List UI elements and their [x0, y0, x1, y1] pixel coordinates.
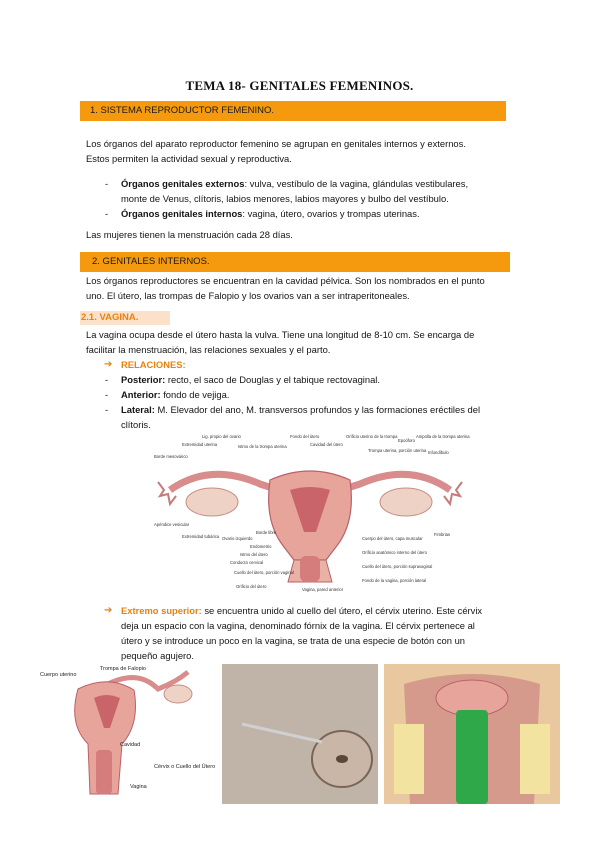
label-epooforo: Epoóforo	[398, 438, 415, 443]
label-ampolla: Ampolla de la trompa uterina	[416, 434, 470, 439]
label-vagina-pared: Vagina, pared anterior	[302, 587, 344, 592]
bullet-dash: -	[105, 208, 109, 219]
bullet-dash: -	[105, 374, 109, 385]
lateral-line-2: clítoris.	[121, 419, 151, 430]
label-fimbrias: Fimbrias	[434, 532, 451, 537]
label-conducto-cervical: Conducto cervical	[230, 560, 264, 565]
anterior-item	[121, 387, 229, 402]
internos-text: : vagina, útero, ovarios y trompas uterinas.	[242, 208, 420, 219]
arrow-right-icon: ➔	[104, 359, 113, 370]
label-extremidad-tubarica: Extremidad tubárica	[182, 534, 220, 539]
externos-label: Órganos genitales externos	[121, 178, 245, 189]
vagina-line-2: facilitar la menstruación, las relaciones sexuales y el parto.	[86, 344, 331, 355]
pelvic-anatomy-figure	[384, 664, 560, 804]
extremo-line-4: pequeño agujero.	[121, 650, 194, 661]
label-ovario-izquierdo: Ovario izquierdo	[222, 536, 253, 541]
label-istmo-utero: Istmo del útero	[240, 552, 268, 557]
subsection-heading-vagina: 2.1. VAGINA.	[80, 311, 170, 325]
bullet-dash: -	[105, 178, 109, 189]
label-fondo-vagina: Fondo de la vagina, porción lateral	[362, 578, 427, 583]
right-ovary	[380, 488, 432, 516]
label-extremidad-uterina: Extremidad uterina	[182, 442, 218, 447]
label-trompa-porcion: Trompa uterina, porción uterina	[368, 448, 427, 453]
externos-item	[121, 176, 468, 191]
lateral-text: M. Elevador del ano, M. transversos profundos y las formaciones eréctiles del	[154, 404, 481, 415]
ovary	[164, 685, 192, 703]
vagina-shape	[96, 750, 112, 794]
vagina-canal	[300, 556, 320, 582]
posterior-label: Posterior:	[121, 374, 166, 385]
section2-line-1: Los órganos reproductores se encuentran en la cavidad pélvica. Son los nombrados en el punto	[86, 275, 485, 286]
extremo-line-2: deja un espacio con la vagina, denominado fórnix de la vagina. El cérvix pertenece al	[121, 620, 475, 631]
label-cavidad-utero: Cavidad del útero	[310, 442, 343, 447]
posterior-item	[121, 372, 380, 387]
uterus-section-figure	[38, 664, 220, 804]
label-borde-libre: Borde libre	[256, 530, 277, 535]
vagina-line-1: La vagina ocupa desde el útero hasta la vulva. Tiene una longitud de 8-10 cm. Se encarga de	[86, 329, 475, 340]
vagina-highlight	[456, 710, 488, 804]
label-lig-ovario: Lig. propio del ovario	[202, 434, 241, 439]
extremo-line-3: útero y se introduce un poco en la vagina, se trata de una especie de botón con un	[121, 635, 465, 646]
label-cavidad: Cavidad	[120, 742, 141, 748]
label-cuerpo-uterino: Cuerpo uterino	[40, 672, 77, 678]
left-ovary	[186, 488, 238, 516]
page-title: TEMA 18- GENITALES FEMENINOS.	[185, 78, 414, 93]
intro-line-1: Los órganos del aparato reproductor femenino se agrupan en genitales internos y externos.	[86, 138, 466, 149]
label-apendice: Apéndice vesicular	[154, 522, 190, 527]
lateral-item	[121, 402, 480, 417]
cervical-os	[336, 755, 348, 763]
section-heading-1: 1. SISTEMA REPRODUCTOR FEMENINO.	[80, 101, 506, 121]
relaciones-label: RELACIONES:	[121, 359, 186, 370]
internos-item	[121, 206, 420, 221]
label-trompa-falopio: Trompa de Falopio	[100, 666, 146, 672]
label-endometrio: Endometrio	[250, 544, 272, 549]
cervix-photo	[222, 664, 378, 804]
section2-line-2: uno. El útero, las trompas de Falopio y los ovarios van a ser intraperitoneales.	[86, 290, 410, 301]
bullet-dash: -	[105, 404, 109, 415]
label-orificio-utero: Orificio del útero	[236, 584, 267, 589]
menstruation-line: Las mujeres tienen la menstruación cada 28 días.	[86, 229, 293, 240]
label-orificio-trompa: Orificio uterino de la trompa	[346, 434, 398, 439]
label-cuello-vaginal: Cuello del útero, porción vaginal	[234, 570, 294, 575]
extremo-label: Extremo superior:	[121, 605, 202, 616]
externos-text: : vulva, vestíbulo de la vagina, glándulas vestibulares,	[244, 178, 469, 189]
intro-line-2: Estos permiten la actividad sexual y reproductiva.	[86, 153, 292, 164]
arrow-right-icon: ➔	[104, 605, 113, 616]
section-heading-2: 2. GENITALES INTERNOS.	[80, 252, 510, 272]
posterior-text: recto, el saco de Douglas y el tabique rectovaginal.	[165, 374, 380, 385]
internos-label: Órganos genitales internos	[121, 208, 243, 219]
label-vagina: Vagina	[130, 784, 147, 790]
externos-line-2: monte de Venus, clítoris, labios menores, labios mayores y bulbo del vestíbulo.	[121, 193, 449, 204]
label-borde-mesovarico: Borde mesovárico	[154, 454, 188, 459]
bullet-dash: -	[105, 389, 109, 400]
extremo-item	[121, 603, 482, 618]
anterior-text: fondo de vejiga.	[160, 389, 230, 400]
label-istmo-trompa: Istmo de la trompa uterina	[238, 444, 287, 449]
anterior-label: Anterior:	[121, 389, 161, 400]
lateral-label: Lateral:	[121, 404, 155, 415]
label-cervix: Cérvix o Cuello del Útero	[154, 764, 216, 770]
label-orificio-interno: Orificio anatómico interno del útero	[362, 550, 427, 555]
label-fondo-utero: Fondo del útero	[290, 434, 320, 439]
label-cuerpo-capa-muscular: Cuerpo del útero, capa muscular	[362, 536, 423, 541]
uterus-anatomy-figure	[150, 432, 470, 592]
label-infundibulo: Infundíbulo	[428, 450, 449, 455]
extremo-text: se encuentra unido al cuello del útero, el cérvix uterino. Este cérvix	[201, 605, 483, 616]
label-cuello-supravaginal: Cuello del útero, porción supravaginal	[362, 564, 433, 569]
